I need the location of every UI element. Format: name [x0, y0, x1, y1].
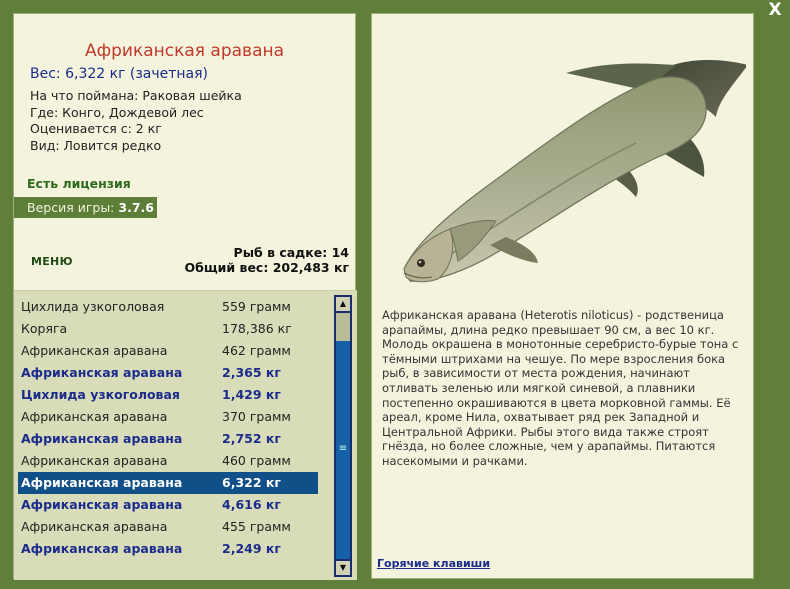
catch-list-row[interactable] [18, 362, 318, 384]
fish-location: Где: Конго, Дождевой лес [30, 104, 204, 120]
catch-list-row[interactable] [18, 538, 318, 560]
fish-rated-from: Оценивается с: 2 кг [30, 121, 162, 136]
catch-fish-weight: 178,386 кг [222, 321, 292, 336]
fish-count: Рыб в садке: 14 [233, 245, 349, 260]
catch-fish-weight: 460 грамм [222, 453, 291, 468]
fish-details [30, 88, 242, 154]
catch-fish-weight: 4,616 кг [222, 497, 281, 512]
catch-fish-name: Африканская аравана [21, 343, 168, 358]
catch-fish-weight: 1,429 кг [222, 387, 281, 402]
catch-list-row[interactable] [18, 296, 318, 318]
catch-fish-name: Цихлида узкоголовая [21, 299, 165, 314]
catch-info-panel [13, 13, 356, 579]
keepnet-stats [185, 245, 350, 275]
total-weight: Общий вес: 202,483 кг [184, 260, 349, 275]
arowana-illustration [386, 47, 746, 297]
catch-fish-name: Цихлида узкоголовая [21, 387, 180, 402]
hotkeys-link[interactable]: Горячие клавиши [377, 557, 491, 570]
catch-fish-weight: 2,249 кг [222, 541, 281, 556]
catch-list-row[interactable] [18, 428, 318, 450]
fish-image [386, 47, 746, 297]
menu-button[interactable]: МЕНЮ [31, 255, 73, 268]
game-version [14, 197, 157, 218]
fish-bait: На что поймана: Раковая шейка [30, 88, 242, 103]
scroll-up-icon[interactable]: ▲ [336, 297, 350, 311]
scroll-grip-icon: ≡ [338, 443, 348, 454]
catch-fish-weight: 462 грамм [222, 343, 291, 358]
version-label: Версия игры: [27, 200, 115, 215]
scroll-down-icon[interactable]: ▼ [336, 561, 350, 575]
catch-fish-name: Африканская аравана [21, 475, 183, 490]
scroll-thumb[interactable] [336, 341, 350, 559]
fish-title: Африканская аравана [84, 41, 285, 61]
catch-fish-weight: 2,752 кг [222, 431, 281, 446]
catch-list [14, 290, 357, 580]
catch-list-row[interactable] [18, 318, 318, 340]
catch-fish-name: Коряга [21, 321, 68, 336]
catch-list-row[interactable] [18, 384, 318, 406]
catch-list-row[interactable] [18, 340, 318, 362]
list-scrollbar[interactable] [334, 295, 352, 577]
catch-fish-weight: 2,365 кг [222, 365, 281, 380]
catch-fish-weight: 559 грамм [222, 299, 291, 314]
catch-fish-name: Африканская аравана [21, 541, 183, 556]
catch-fish-name: Африканская аравана [21, 453, 168, 468]
catch-list-items [18, 296, 318, 560]
catch-fish-weight: 455 грамм [222, 519, 291, 534]
fish-rarity: Вид: Ловится редко [30, 137, 162, 153]
fish-description: Африканская аравана (Heterotis niloticus) - родственица арапаймы, длина редко превышает 90 см, а вес 10 кг. Молодь окрашена в монотонные серебристо-бурые тона с тёмными штрихами на чешуе. По мере взросления бока рыб, в зависимости от места рождения, начинают отливать зеленью или мягкой синевой, а плавники постепенно окрашиваются в цвета морковной гаммы. Её ареал, кроме Нила, охватывает ряд рек Западной и Центральной Африки. Рыбы этого вида также строят гнёзда, но более сложные, чем у арапаймы. Питаются насекомыми и рачками. [382, 308, 739, 468]
scroll-track[interactable] [336, 313, 350, 559]
catch-fish-name: Африканская аравана [21, 365, 183, 380]
catch-fish-name: Африканская аравана [21, 431, 183, 446]
catch-fish-name: Африканская аравана [21, 497, 183, 512]
close-button[interactable]: X [768, 0, 782, 20]
fish-description-panel [371, 13, 754, 579]
fish-weight: Вес: 6,322 кг (зачетная) [30, 66, 209, 82]
catch-fish-weight: 6,322 кг [222, 475, 281, 490]
catch-list-row[interactable] [18, 406, 318, 428]
catch-fish-weight: 370 грамм [222, 409, 291, 424]
catch-list-row[interactable] [18, 472, 318, 494]
catch-fish-name: Африканская аравана [21, 519, 168, 534]
license-status: Есть лицензия [27, 176, 131, 191]
version-value: 3.7.6 [118, 200, 154, 215]
catch-fish-name: Африканская аравана [21, 409, 168, 424]
catch-list-row[interactable] [18, 516, 318, 538]
catch-list-row[interactable] [18, 450, 318, 472]
catch-list-row[interactable] [18, 494, 318, 516]
